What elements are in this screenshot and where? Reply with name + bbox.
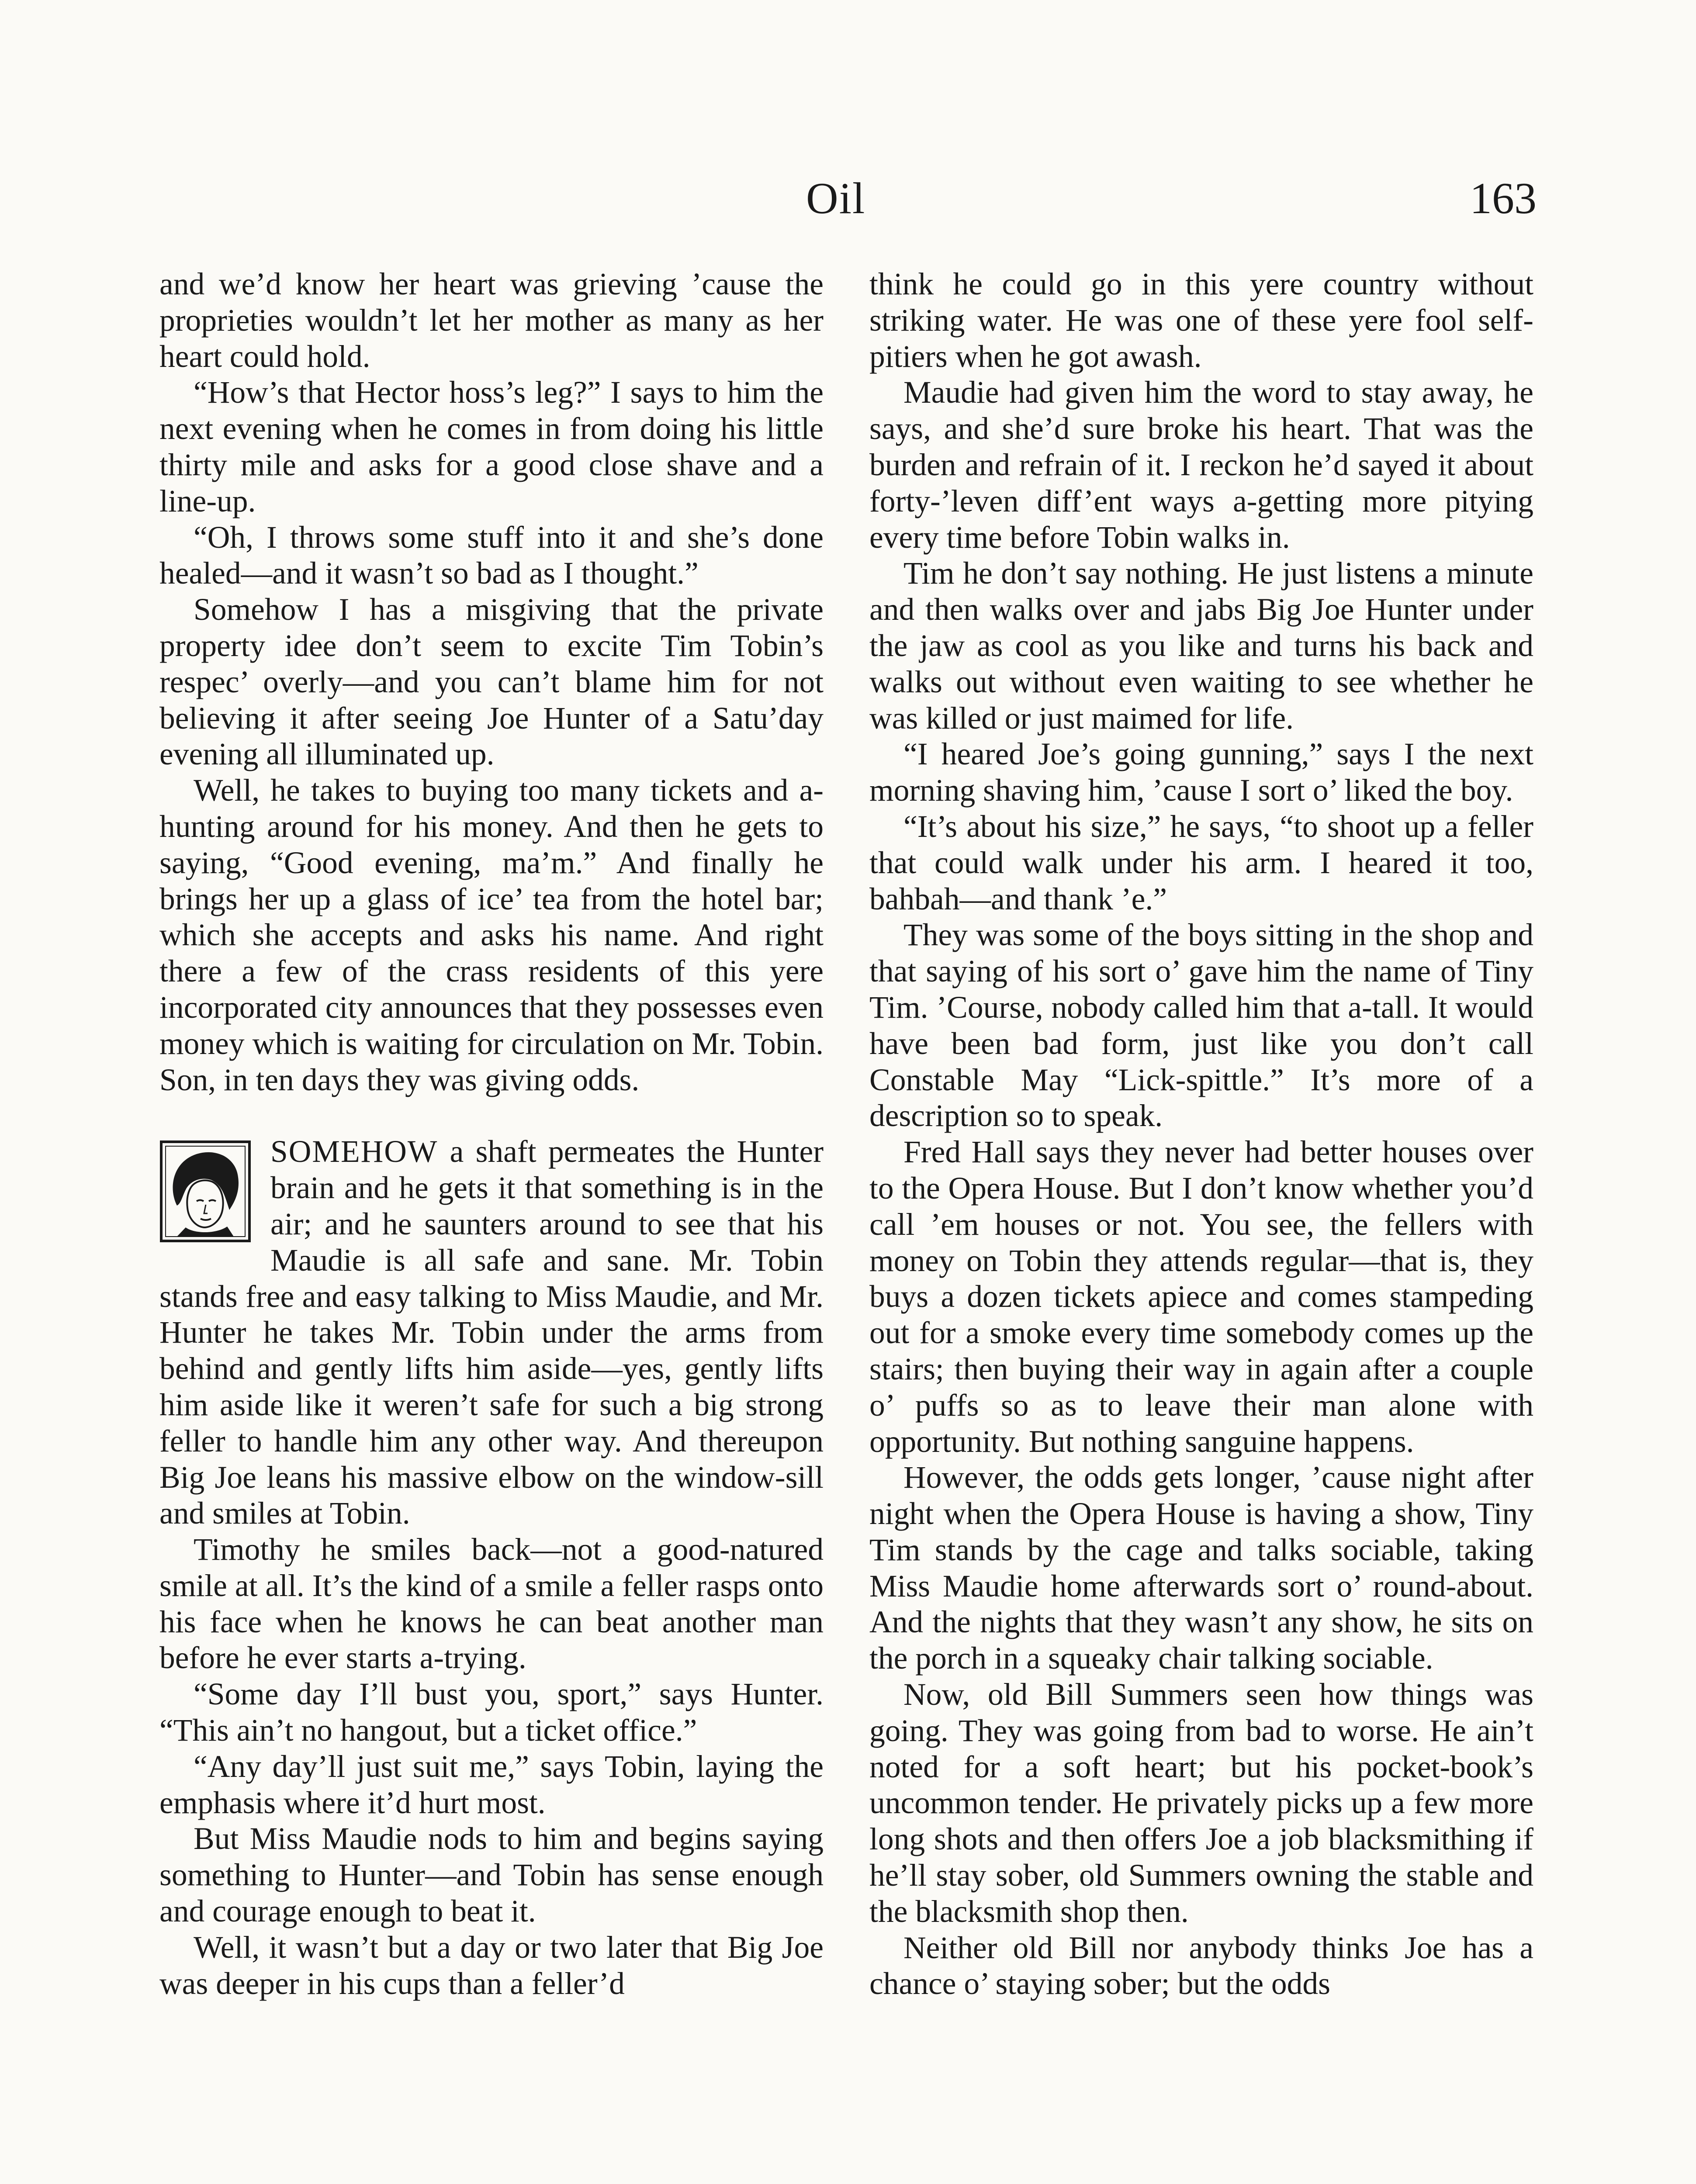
paragraph: But Miss Maudie nods to him and begins saying something to Hunter—and Tobin has sense enough and courage enough to beat it.: [159, 1821, 824, 1929]
paragraph: “Oh, I throws some stuff into it and she’s done healed—and it wasn’t so bad as I thought.”: [159, 520, 824, 591]
paragraph: They was some of the boys sitting in the shop and that saying of his sort o’ gave him the name of Tiny Tim. ’Course, nobody called him that a-tall. It would have been bad form, just like you don’t call Constable May “Lick-spittle.” It’s more of a description so to speak.: [869, 918, 1533, 1133]
paragraph: “It’s about his size,” he says, “to shoot up a feller that could walk under his arm. I heared it too, bahbah—and thank ’e.”: [869, 809, 1533, 916]
paragraph: and we’d know her heart was grieving ’cause the proprieties wouldn’t let her mother as many as her heart could hold.: [159, 267, 824, 374]
section-title: Oil: [806, 174, 866, 223]
paragraph: Now, old Bill Summers seen how things was going. They was going from bad to worse. He ain’t noted for a soft heart; but his pocket-book’s uncommon tender. He privately picks up a few more long shots and then offers Joe a job blacksmithing if he’ll stay sober, old Summers owning the stable and the blacksmith shop then.: [869, 1677, 1533, 1929]
paragraph: Somehow I has a misgiving that the private property idee don’t seem to excite Tim Tobin’s respec’ overly—and you can’t blame him for not believing it after seeing Joe Hunter of a Satu’day evening all illuminated up.: [159, 592, 824, 772]
paragraph: However, the odds gets longer, ’cause night after night when the Opera House is having a show, Tiny Tim stands by the cage and talks sociable, taking Miss Maudie home afterwards sort o’ round-about. And the nights that they wasn’t any show, he sits on the porch in a squeaky chair talking sociable.: [869, 1460, 1533, 1676]
paragraph: Well, it wasn’t but a day or two later that Big Joe was deeper in his cups than a feller’d: [159, 1930, 824, 2001]
paragraph: “How’s that Hector hoss’s leg?” I says to him the next evening when he comes in from doing his little thirty mile and asks for a good close shave and a line-up.: [159, 375, 824, 518]
paragraph: “Any day’ll just suit me,” says Tobin, laying the emphasis where it’d hurt most.: [159, 1749, 824, 1820]
paragraph: “I heared Joe’s going gunning,” says I the next morning shaving him, ’cause I sort o’ liked the boy.: [869, 737, 1533, 808]
page-number: 163: [1470, 174, 1537, 223]
paragraph: Well, he takes to buying too many tickets and a-hunting around for his money. And then he gets to saying, “Good evening, ma’m.” And finally he brings her up a glass of ice’ tea from the hotel bar; which she accepts and asks his name. And right there a few of the crass residents of this yere incorporated city announces that they possesses even money which is waiting for circulation on Mr. Tobin. Son, in ten days they was giving odds.: [159, 773, 824, 1097]
paragraph: think he could go in this yere country without striking water. He was one of these yere fool self-pitiers when he got awash.: [869, 267, 1533, 374]
paragraph: Maudie had given him the word to stay away, he says, and she’d sure broke his heart. That was the burden and refrain of it. I reckon he’d sayed it about forty-’leven diff’ent ways a-getting more pitying every time before Tobin walks in.: [869, 375, 1533, 555]
paragraph: Timothy he smiles back—not a good-natured smile at all. It’s the kind of a smile a feller rasps onto his face when he knows he can beat another man before he ever starts a-trying.: [159, 1532, 824, 1676]
paragraph: “Some day I’ll bust you, sport,” says Hunter. “This ain’t no hangout, but a ticket office.”: [159, 1677, 824, 1748]
paragraph: Tim he don’t say nothing. He just listens a minute and then walks over and jabs Big Joe Hunter under the jaw as cool as you like and turns his back and walks out without even waiting to see whether he was killed or just maimed for life.: [869, 556, 1533, 736]
right-column: [869, 266, 1533, 2002]
paragraph: Neither old Bill nor anybody thinks Joe has a chance o’ staying sober; but the odds: [869, 1930, 1533, 2001]
running-head: [0, 173, 1696, 225]
left-column: [159, 266, 824, 2002]
section-opening-paragraph: [159, 1134, 824, 1532]
section-opening-word: SOMEHOW: [270, 1134, 438, 1169]
paragraph: Fred Hall says they never had better houses over to the Opera House. But I don’t know whether you’d call ’em houses or not. You see, the fellers with money on Tobin they attends regular—that is, they buys a dozen tickets apiece and comes stampeding out for a smoke every time somebody comes up the stairs; then buying their way in again after a couple o’ puffs so as to leave their man alone with opportunity. But nothing sanguine happens.: [869, 1135, 1533, 1459]
woman-portrait-drop-cap-icon: [159, 1140, 251, 1243]
paragraph-text: a shaft permeates the Hunter brain and he gets it that something is in the air; and he saunters around to see that his Maudie is all safe and sane. Mr. Tobin stands free and easy talking to Miss Maudie, and Mr. Hunter he takes Mr. Tobin under the arms from behind and gently lifts him aside—yes, gently lifts him aside like it weren’t safe for such a big strong feller to handle him any other way. And thereupon Big Joe leans his massive elbow on the window-sill and smiles at Tobin.: [159, 1134, 824, 1531]
